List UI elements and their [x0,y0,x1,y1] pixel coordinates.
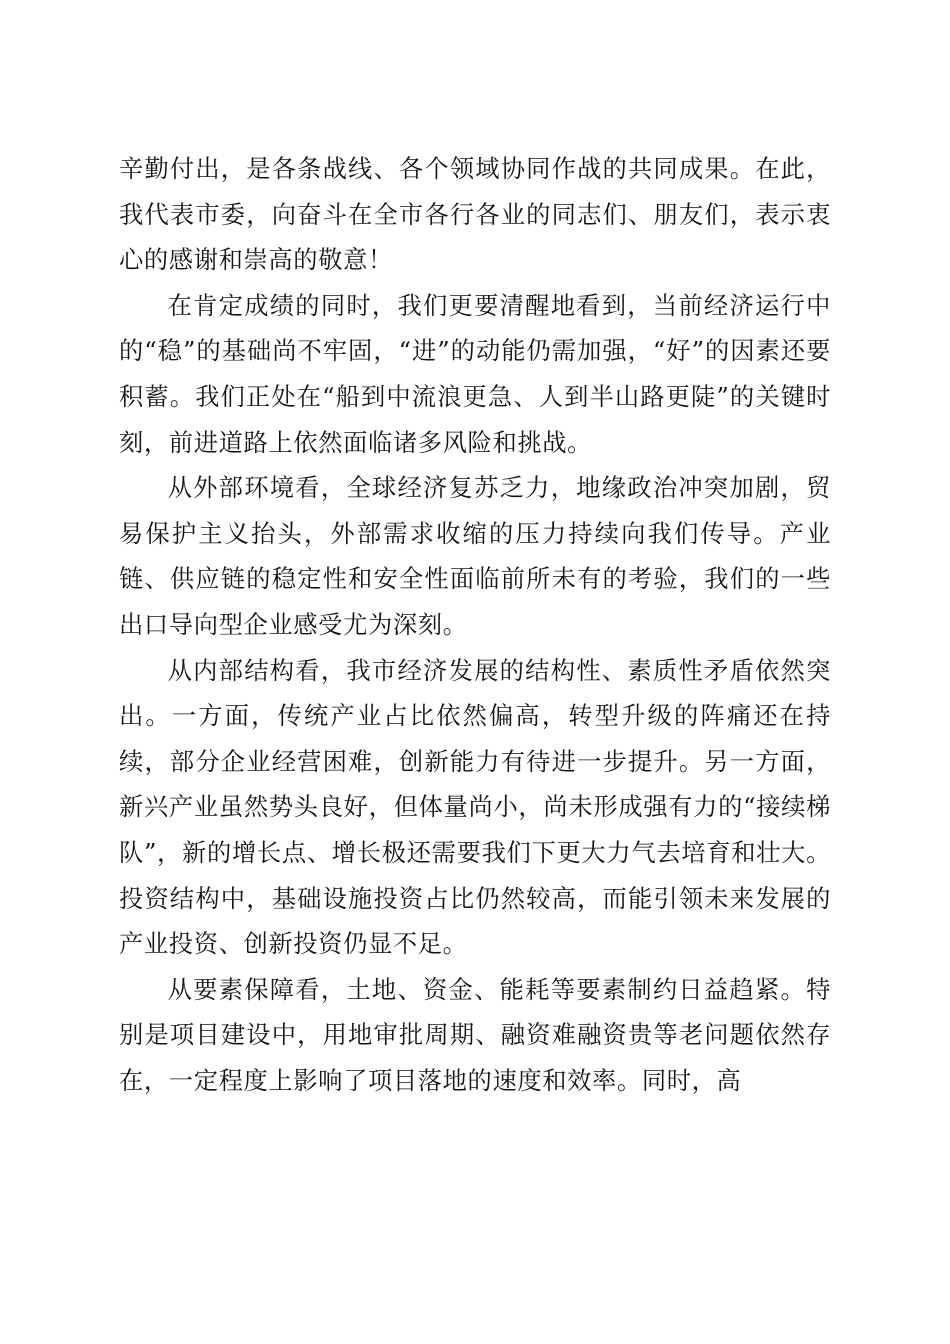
paragraph-internal-structure: 从内部结构看，我市经济发展的结构性、素质性矛盾依然突出。一方面，传统产业占比依然偏高，转型升级的阵痛还在持续，部分企业经营困难，创新能力有待进一步提升。另一方面，新兴产业虽然势头良好，但体量尚小，尚未形成强有力的“接续梯队”，新的增长点、增长极还需要我们下更大力气去培育和壮大。投资结构中，基础设施投资占比仍然较高，而能引领未来发展的产业投资、创新投资仍显不足。 [119,655,831,959]
document-body [119,146,831,1103]
paragraph-continued: 辛勤付出，是各条战线、各个领域协同作战的共同成果。在此，我代表市委，向奋斗在全市各行各业的同志们、朋友们，表示衷心的感谢和崇高的敬意！ [119,154,831,275]
paragraph-external-environment: 从外部环境看，全球经济复苏乏力，地缘政治冲突加剧，贸易保护主义抬头，外部需求收缩的压力持续向我们传导。产业链、供应链的稳定性和安全性面临前所未有的考验，我们的一些出口导向型企业感受尤为深刻。 [119,473,831,639]
paragraph-current-risks: 在肯定成绩的同时，我们更要清醒地看到，当前经济运行中的“稳”的基础尚不牢固，“进”的动能仍需加强，“好”的因素还要积蓄。我们正处在“船到中流浪更急、人到半山路更陡”的关键时刻，前进道路上依然面临诸多风险和挑战。 [119,290,831,457]
paragraph-factor-guarantee: 从要素保障看，土地、资金、能耗等要素制约日益趋紧。特别是项目建设中，用地审批周期、融资难融资贵等老问题依然存在，一定程度上影响了项目落地的速度和效率。同时，高 [119,974,831,1095]
